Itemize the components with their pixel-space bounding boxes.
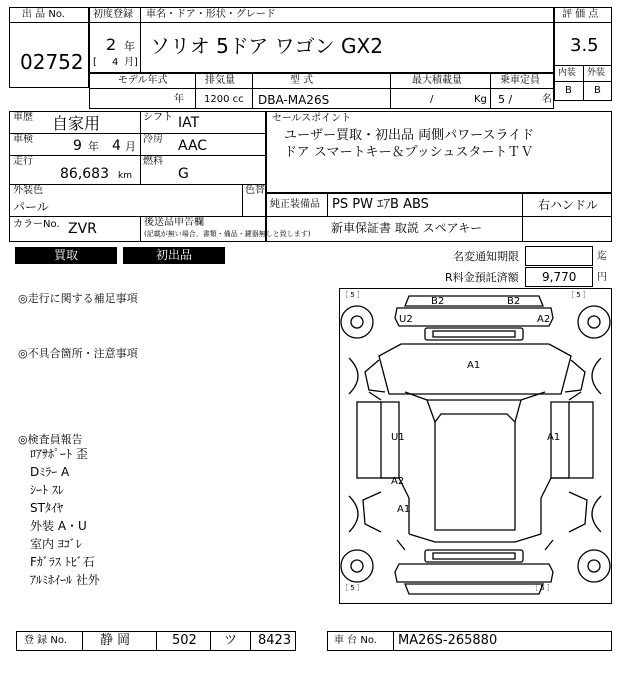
- fuel-label: 燃料: [143, 156, 163, 167]
- lot-no-label: 出 品 No.: [22, 9, 65, 20]
- inspection-month: 4: [112, 138, 121, 154]
- tire-front-right-icon: [578, 306, 610, 338]
- exterior-grade: B: [594, 85, 601, 96]
- mileage: 86,683: [60, 166, 109, 182]
- vehicle-name: ソリオ 5ドア ワゴン GX2: [150, 34, 383, 58]
- max-load-label: 最大積載量: [412, 75, 462, 86]
- first-listing-tag: 初出品: [123, 247, 225, 264]
- inspector-line: Dﾐﾗｰ A: [30, 465, 70, 479]
- tire-tread-label: ［ 5 ］: [341, 584, 364, 592]
- reg-number: 8423: [258, 633, 292, 648]
- model-year-label: モデル年式: [118, 75, 168, 86]
- inspection-label: 車検: [13, 134, 33, 145]
- tire-front-left-icon: [341, 306, 373, 338]
- defects-label: ◎不具合箇所・注意事項: [18, 347, 138, 360]
- inspector-line: STﾀｲﾔ: [30, 501, 63, 515]
- name-label: 車名・ドア・形状・グレード: [146, 9, 276, 20]
- inspection-month-unit: 月: [125, 140, 136, 153]
- inspector-label: ◎検査員報告: [18, 433, 83, 446]
- buyout-tag: 買取: [15, 247, 117, 264]
- damage-mark: A1: [397, 504, 411, 515]
- model: DBA-MA26S: [258, 93, 330, 107]
- aircon: AAC: [178, 138, 208, 154]
- reg-month: 4: [112, 57, 119, 68]
- capacity-unit: 名: [542, 94, 552, 105]
- exterior-label: 外装: [587, 68, 606, 78]
- reg-month-open: [: [93, 57, 97, 68]
- name-change-unit: 迄: [597, 251, 607, 262]
- equipment-label: 純正装備品: [270, 199, 320, 210]
- score-label: 評 価 点: [562, 9, 599, 20]
- max-load-sep: /: [430, 94, 434, 105]
- name-change-box: [525, 246, 593, 266]
- fuel: G: [178, 166, 189, 182]
- inspector-line: ﾛｱｻﾎﾟｰﾄ 歪: [30, 447, 88, 461]
- chassis-label: 車 台 No.: [334, 635, 377, 646]
- damage-mark: A2: [391, 476, 405, 487]
- max-load-unit: Kg: [474, 94, 487, 105]
- sales-point-label: セールスポイント: [272, 113, 352, 124]
- exterior-color: パール: [13, 200, 49, 214]
- reg-no-label: 登 録 No.: [24, 635, 67, 646]
- inspection-year: 9: [73, 138, 82, 154]
- aftermarket-note: (記載が無い場合、書類・備品・鍵器無しと致します): [144, 230, 311, 238]
- interior-grade: B: [565, 85, 572, 96]
- driving-remarks-label: ◎走行に関する補足事項: [18, 292, 138, 305]
- exterior-color-label: 外装色: [13, 185, 43, 196]
- reg-month-unit: 月]: [124, 57, 138, 68]
- mileage-label: 走行: [13, 156, 33, 167]
- reg-region: 静 岡: [100, 633, 131, 648]
- sales-line-1: ユーザー買取・初出品 両側パワースライド: [284, 128, 535, 143]
- chassis-no: MA26S-265880: [398, 633, 498, 648]
- name-change-label: 名変通知期限: [453, 250, 519, 263]
- tire-rear-left-icon: [341, 550, 373, 582]
- steering: 右ハンドル: [538, 198, 599, 212]
- displacement: 1200 cc: [204, 94, 244, 105]
- mileage-unit: km: [118, 171, 132, 181]
- lot-no: 02752: [20, 50, 84, 74]
- reg-year-unit: 年: [124, 40, 135, 53]
- recycle-label: R料金預託済額: [445, 271, 519, 284]
- tire-rear-right-icon: [578, 550, 610, 582]
- shift: IAT: [178, 115, 200, 131]
- damage-mark: A1: [547, 432, 561, 443]
- first-reg-label: 初度登録: [93, 9, 133, 20]
- shift-label: シフト: [143, 112, 173, 123]
- equipment: PS PW ｴｱB ABS: [332, 197, 429, 212]
- docs: 新車保証書 取説 スペアキー: [331, 221, 483, 235]
- reg-class: 502: [172, 633, 197, 648]
- score: 3.5: [570, 35, 599, 56]
- reg-year: 2: [106, 35, 117, 54]
- damage-mark: A1: [467, 360, 481, 371]
- recycle-unit: 円: [597, 272, 607, 283]
- history: 自家用: [52, 114, 101, 133]
- model-label: 型 式: [290, 75, 314, 86]
- inspector-line: ｼｰﾄ ｽﾚ: [30, 483, 64, 497]
- aftermarket-label: 後送品申告欄: [144, 217, 204, 228]
- inspection-year-unit: 年: [88, 140, 99, 153]
- damage-mark: B2: [507, 296, 521, 307]
- color-no-label: カラーNo.: [13, 219, 60, 230]
- displacement-label: 排気量: [205, 75, 235, 86]
- repaint-label: 色替: [245, 185, 265, 196]
- tire-tread-label: ［ 5 ］: [567, 291, 590, 299]
- interior-label: 内装: [558, 68, 577, 78]
- tire-tread-label: ［ 5 ］: [341, 291, 364, 299]
- inspector-line: 外装 A・U: [30, 519, 87, 533]
- car-diagram: [339, 288, 612, 604]
- damage-mark: B2: [431, 296, 445, 307]
- sales-line-2: ドア スマートキー＆プッシュスタートＴＶ: [284, 145, 534, 160]
- capacity-label: 乗車定員: [500, 75, 540, 86]
- color-no: ZVR: [68, 221, 97, 237]
- recycle-amount: 9,770: [542, 270, 577, 284]
- damage-mark: U1: [391, 432, 405, 443]
- damage-mark: A2: [537, 314, 551, 325]
- inspector-line: 室内 ﾖｺﾞﾚ: [30, 537, 82, 551]
- inspector-line: ｱﾙﾐﾎｲｰﾙ 社外: [30, 573, 100, 587]
- reg-kana: ツ: [224, 633, 238, 648]
- inspector-line: Fｶﾞﾗｽ ﾄﾋﾞ石: [30, 555, 95, 569]
- aircon-label: 冷房: [143, 134, 163, 145]
- damage-mark: U2: [399, 314, 413, 325]
- model-year-unit: 年: [174, 94, 184, 105]
- history-label: 車歴: [13, 112, 33, 123]
- tire-tread-label: ［ 5 ］: [531, 584, 554, 592]
- capacity: 5 /: [498, 93, 513, 106]
